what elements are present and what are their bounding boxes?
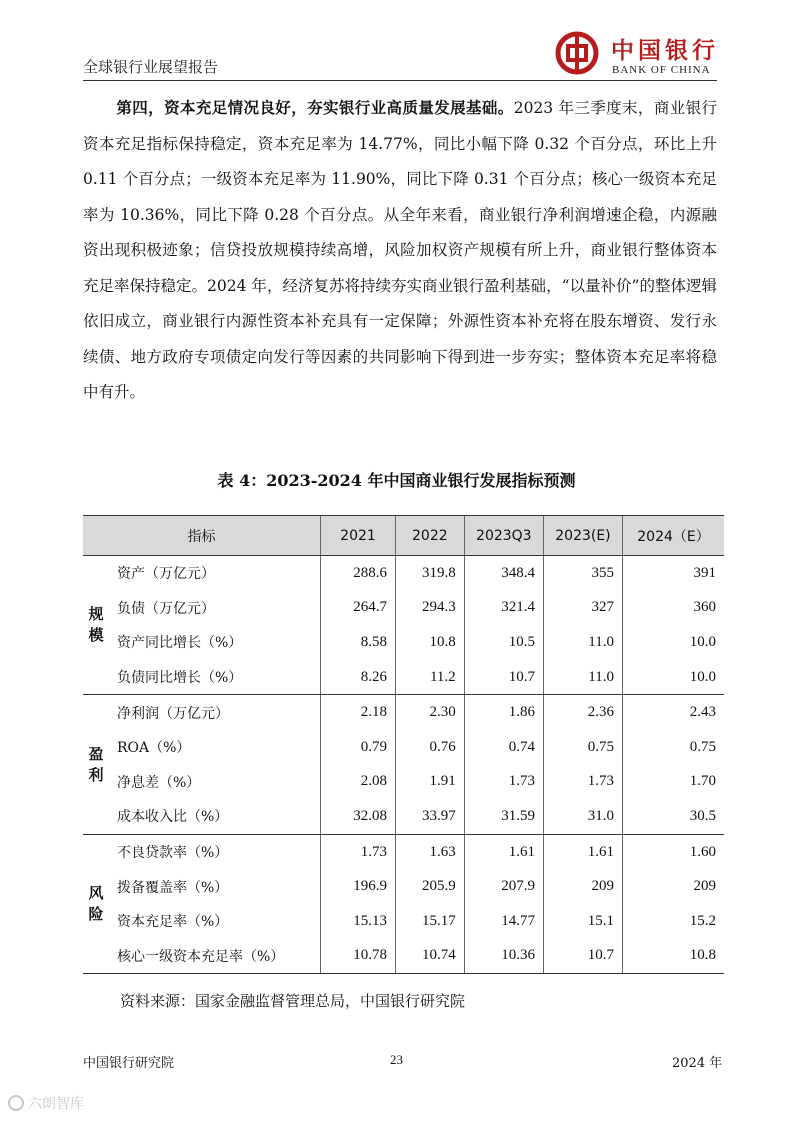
table-row: [83, 799, 724, 834]
value-cell: 288.6: [321, 556, 396, 591]
value-cell: 319.8: [396, 556, 465, 591]
value-cell: 1.73: [464, 765, 543, 800]
watermark: [8, 1093, 84, 1113]
body-paragraph: [83, 90, 717, 411]
table-row: [83, 904, 724, 939]
value-cell: 1.73: [321, 834, 396, 869]
value-cell: 1.73: [543, 765, 622, 800]
table-row: [83, 765, 724, 800]
forecast-table: [83, 515, 724, 974]
value-cell: 1.91: [396, 765, 465, 800]
table-row: [83, 939, 724, 974]
value-cell: 15.17: [396, 904, 465, 939]
paragraph-text: 2023 年三季度末，商业银行资本充足指标保持稳定，资本充足率为 14.77%，同比小幅下降 0.32 个百分点，环比上升 0.11 个百分点；一级资本充足率为 11.90%，同比下降 0.31 个百分点；核心一级资本充足率为 10.36%，同比下降 0.28 个百分点。从全年来看，商业银行净利润增速企稳，内源融资出现积极迹象；信贷投放规模持续高增，风险加权资产规模有所上升，商业银行整体资本充足率保持稳定。2024 年，经济复苏将持续夯实商业银行盈利基础，“以量补价”的整体逻辑依旧成立，商业银行内源性资本补充具有一定保障；外源性资本补充将在股东增资、发行永续债、地方政府专项债定向发行等因素的共同影响下得到进一步夯实；整体资本充足率将稳中有升。: [83, 99, 717, 401]
value-cell: 30.5: [622, 799, 724, 834]
indicator-name: 不良贷款率（%）: [117, 845, 229, 862]
value-cell: 10.5: [464, 625, 543, 660]
value-cell: 10.74: [396, 939, 465, 974]
value-cell: 0.75: [622, 730, 724, 765]
header-indicator: 指标: [83, 516, 321, 556]
value-cell: 10.78: [321, 939, 396, 974]
logo-chinese-name: 中国银行: [611, 37, 719, 64]
value-cell: 209: [622, 869, 724, 904]
indicator-name: ROA（%）: [117, 740, 191, 757]
value-cell: 1.86: [464, 695, 543, 730]
footer-year: 2024 年: [672, 1056, 723, 1071]
value-cell: 10.7: [543, 939, 622, 974]
value-cell: 8.26: [321, 660, 396, 695]
value-cell: 1.70: [622, 765, 724, 800]
value-cell: 31.0: [543, 799, 622, 834]
indicator-name: 负债（万亿元）: [117, 600, 215, 617]
table-row: [83, 556, 724, 591]
value-cell: 321.4: [464, 591, 543, 626]
value-cell: 264.7: [321, 591, 396, 626]
value-cell: 1.61: [464, 834, 543, 869]
table-row: [83, 660, 724, 695]
indicator-name: 拨备覆盖率（%）: [117, 879, 229, 896]
bank-logo: [555, 30, 720, 80]
value-cell: 15.2: [622, 904, 724, 939]
value-cell: 196.9: [321, 869, 396, 904]
value-cell: 11.0: [543, 660, 622, 695]
indicator-name: 资本充足率（%）: [117, 914, 229, 931]
table-source: 资料来源：国家金融监督管理总局，中国银行研究院: [120, 992, 466, 1010]
value-cell: 2.30: [396, 695, 465, 730]
indicator-name: 资产（万亿元）: [117, 566, 215, 583]
table-caption: 表 4：2023-2024 年中国商业银行发展指标预测: [217, 471, 576, 490]
bank-of-china-emblem-icon: [555, 31, 599, 75]
value-cell: 207.9: [464, 869, 543, 904]
table-row: [83, 730, 724, 765]
logo-english-name: BANK OF CHINA: [612, 64, 711, 76]
indicator-name: 资产同比增长（%）: [117, 635, 243, 652]
value-cell: 348.4: [464, 556, 543, 591]
header-2024e: 2024（E）: [622, 516, 724, 556]
watermark-logo-icon: [8, 1095, 24, 1111]
value-cell: 10.0: [622, 660, 724, 695]
value-cell: 0.79: [321, 730, 396, 765]
value-cell: 15.13: [321, 904, 396, 939]
value-cell: 32.08: [321, 799, 396, 834]
value-cell: 1.61: [543, 834, 622, 869]
value-cell: 10.36: [464, 939, 543, 974]
indicator-name: 成本收入比（%）: [109, 799, 321, 834]
value-cell: 1.60: [622, 834, 724, 869]
value-cell: 0.76: [396, 730, 465, 765]
value-cell: 2.08: [321, 765, 396, 800]
table-row: [83, 625, 724, 660]
paragraph-lead: 第四，资本充足情况良好，夯实银行业高质量发展基础。: [116, 98, 514, 117]
value-cell: 360: [622, 591, 724, 626]
category-label: 规 模: [83, 556, 109, 695]
table-body: [83, 556, 724, 974]
header-2022: 2022: [396, 516, 465, 556]
value-cell: 294.3: [396, 591, 465, 626]
table-row: [83, 695, 724, 730]
table-row: [83, 869, 724, 904]
value-cell: 10.8: [396, 625, 465, 660]
value-cell: 15.1: [543, 904, 622, 939]
indicator-name: 负债同比增长（%）: [109, 660, 321, 695]
value-cell: 33.97: [396, 799, 465, 834]
value-cell: 10.8: [622, 939, 724, 974]
value-cell: 209: [543, 869, 622, 904]
value-cell: 1.63: [396, 834, 465, 869]
page-number: 23: [390, 1052, 403, 1067]
category-label: 风 险: [83, 834, 109, 973]
header-2021: 2021: [321, 516, 396, 556]
table-row: [83, 591, 724, 626]
indicator-name: 净息差（%）: [117, 774, 201, 791]
value-cell: 14.77: [464, 904, 543, 939]
value-cell: 0.74: [464, 730, 543, 765]
table-header-row: [83, 516, 724, 556]
category-label: 盈 利: [83, 695, 109, 834]
value-cell: 2.43: [622, 695, 724, 730]
report-title: 全球银行业展望报告: [83, 58, 219, 76]
footer-institute: 中国银行研究院: [83, 1056, 175, 1071]
value-cell: 10.7: [464, 660, 543, 695]
value-cell: 8.58: [321, 625, 396, 660]
value-cell: 2.36: [543, 695, 622, 730]
header-divider: [83, 80, 717, 81]
value-cell: 0.75: [543, 730, 622, 765]
value-cell: 31.59: [464, 799, 543, 834]
table-row: [83, 834, 724, 869]
value-cell: 205.9: [396, 869, 465, 904]
indicator-name: 核心一级资本充足率（%）: [109, 939, 321, 974]
value-cell: 391: [622, 556, 724, 591]
value-cell: 11.2: [396, 660, 465, 695]
value-cell: 10.0: [622, 625, 724, 660]
value-cell: 327: [543, 591, 622, 626]
indicator-name: 净利润（万亿元）: [117, 705, 229, 722]
value-cell: 355: [543, 556, 622, 591]
value-cell: 11.0: [543, 625, 622, 660]
value-cell: 2.18: [321, 695, 396, 730]
header-2023e: 2023(E): [543, 516, 622, 556]
watermark-text: 六朗智库: [28, 1096, 84, 1112]
header-2023q3: 2023Q3: [464, 516, 543, 556]
